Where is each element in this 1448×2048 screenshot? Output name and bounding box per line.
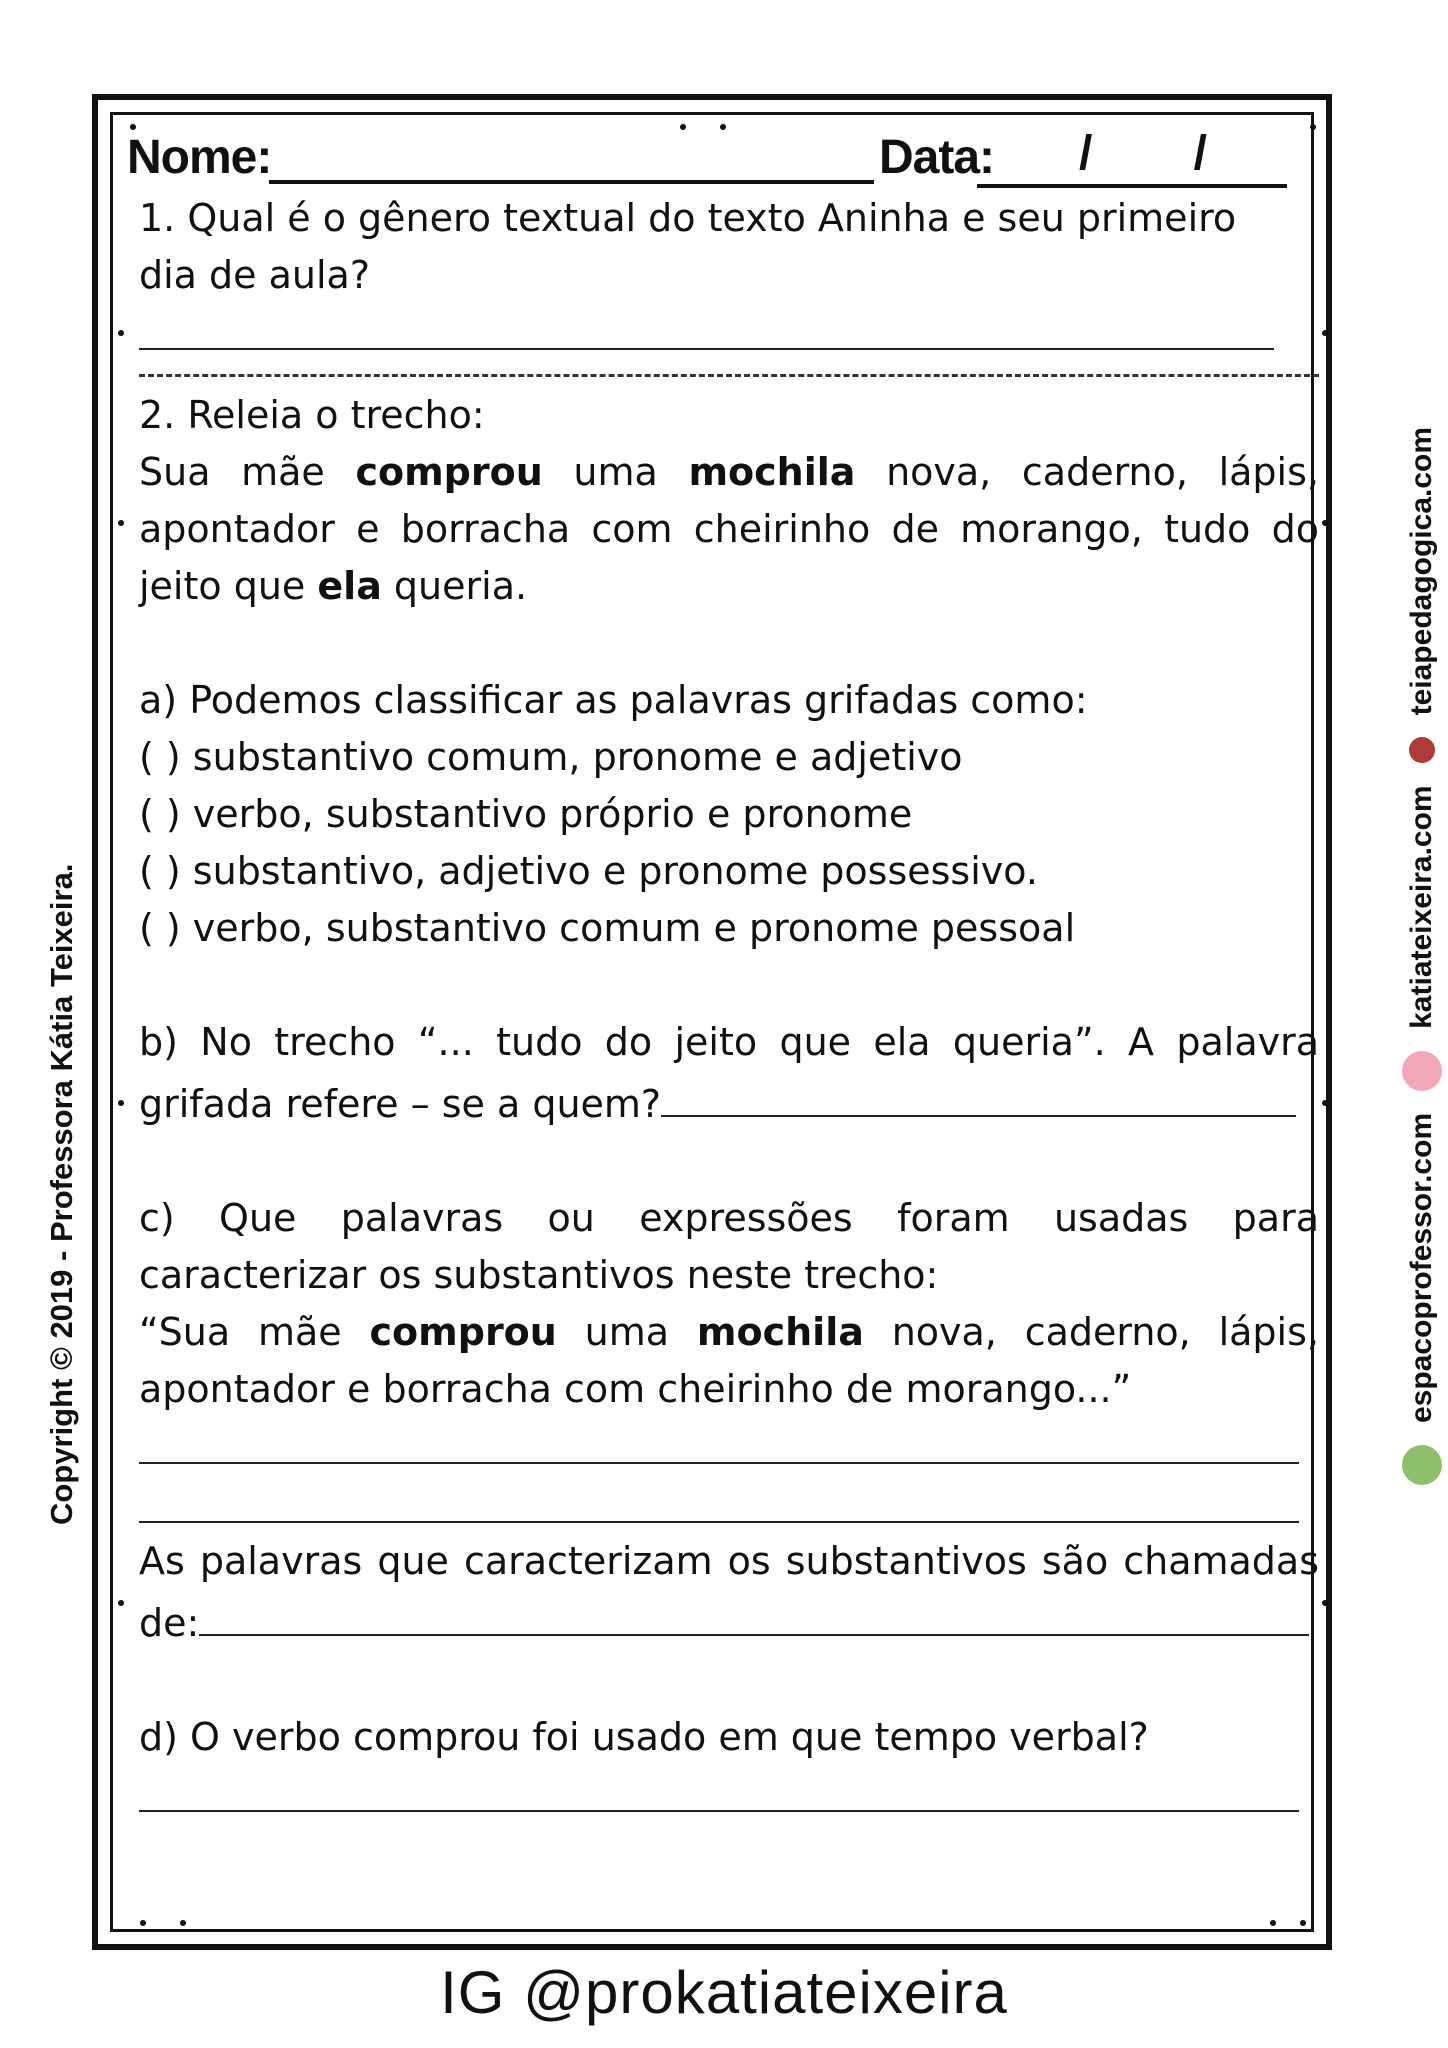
border-dot: [1300, 1920, 1306, 1926]
option-4[interactable]: ( ) verbo, substantivo comum e pronome pessoal: [139, 906, 1076, 950]
border-dot: [1310, 124, 1316, 130]
date-field[interactable]: [977, 184, 1287, 188]
answer-adjective-line[interactable]: [199, 1590, 1309, 1636]
option-1[interactable]: ( ) substantivo comum, pronome e adjetivo: [139, 735, 963, 779]
site-espacoprofessor: espacoprofessor.com: [1405, 1112, 1438, 1423]
question-b-line1: b) No trecho “... tudo do jeito que ela queria”. A palavra: [139, 1020, 1319, 1064]
border-dot: [118, 330, 124, 336]
border-dot: [118, 1100, 124, 1106]
name-field[interactable]: [269, 180, 874, 184]
teiapedagogica-logo-icon: [1409, 737, 1435, 763]
option-3[interactable]: ( ) substantivo, adjetivo e pronome possessivo.: [139, 849, 1038, 893]
border-dot: [180, 1920, 186, 1926]
date-label: Data:: [879, 131, 995, 184]
quote-line2: apontador e borracha com cheirinho de morango...”: [139, 1367, 1132, 1411]
border-dot: [1322, 330, 1328, 336]
adjective-line1: As palavras que caracterizam os substantivos são chamadas: [139, 1539, 1319, 1583]
quote-line1: “Sua mãe comprou uma mochila nova, caderno, lápis,: [139, 1310, 1319, 1354]
sponsor-vertical: [1402, 427, 1442, 1485]
header: [127, 118, 1319, 190]
question-a-prompt: a) Podemos classificar as palavras grifadas como:: [139, 678, 1088, 722]
border-dot: [1322, 1600, 1328, 1606]
site-katiateixeira: katiateixeira.com: [1405, 785, 1438, 1029]
option-2[interactable]: ( ) verbo, substantivo próprio e pronome: [139, 792, 913, 836]
question-c-line2: caracterizar os substantivos neste trecho:: [139, 1253, 939, 1297]
adjective-line2: de:: [139, 1590, 1319, 1652]
answer-c-line2[interactable]: [139, 1477, 1299, 1523]
copyright-vertical: Copyright © 2019 - Professora Kátia Teixeira.: [44, 863, 79, 1525]
footer-instagram: IG @prokatiateixeira: [440, 1959, 1008, 2026]
question-c-line1: c) Que palavras ou expressões foram usadas para: [139, 1196, 1319, 1240]
border-dot: [1270, 1920, 1276, 1926]
question-b-line2: grifada refere – se a quem?: [139, 1071, 1319, 1133]
question-1: 1. Qual é o gênero textual do texto Aninha e seu primeiro dia de aula?: [139, 196, 1237, 297]
border-dot: [720, 124, 726, 130]
word-comprou: comprou: [355, 450, 543, 494]
worksheet-content: [127, 118, 1319, 1812]
katia-avatar-icon: [1402, 1051, 1442, 1091]
section-divider: [139, 354, 1319, 377]
answer-d-line[interactable]: [139, 1766, 1299, 1812]
border-dot: [140, 1920, 146, 1926]
name-label: Nome:: [127, 131, 272, 184]
word-ela: ela: [317, 564, 382, 608]
border-dot: [1322, 520, 1328, 526]
question-d: d) O verbo comprou foi usado em que tempo verbal?: [139, 1715, 1149, 1759]
answer-c-line1[interactable]: [139, 1418, 1299, 1464]
excerpt: Sua mãe comprou uma mochila nova, caderno, lápis, apontador e borracha com cheirinho de morango, tudo do jeito que ela queria.: [139, 450, 1319, 608]
date-slashes: / /: [1079, 127, 1252, 180]
border-dot: [680, 124, 686, 130]
site-teiapedagogica: teiapedagogica.com: [1405, 426, 1438, 716]
question-2-title: 2. Releia o trecho:: [139, 393, 485, 437]
answer-b-line[interactable]: [661, 1071, 1296, 1117]
border-dot: [1322, 1100, 1328, 1106]
espacoprofessor-logo-icon: [1402, 1445, 1442, 1485]
border-dot: [118, 520, 124, 526]
word-mochila: mochila: [688, 450, 856, 494]
answer-line-1[interactable]: [139, 304, 1274, 350]
border-dot: [118, 1600, 124, 1606]
border-dot: [130, 124, 136, 130]
